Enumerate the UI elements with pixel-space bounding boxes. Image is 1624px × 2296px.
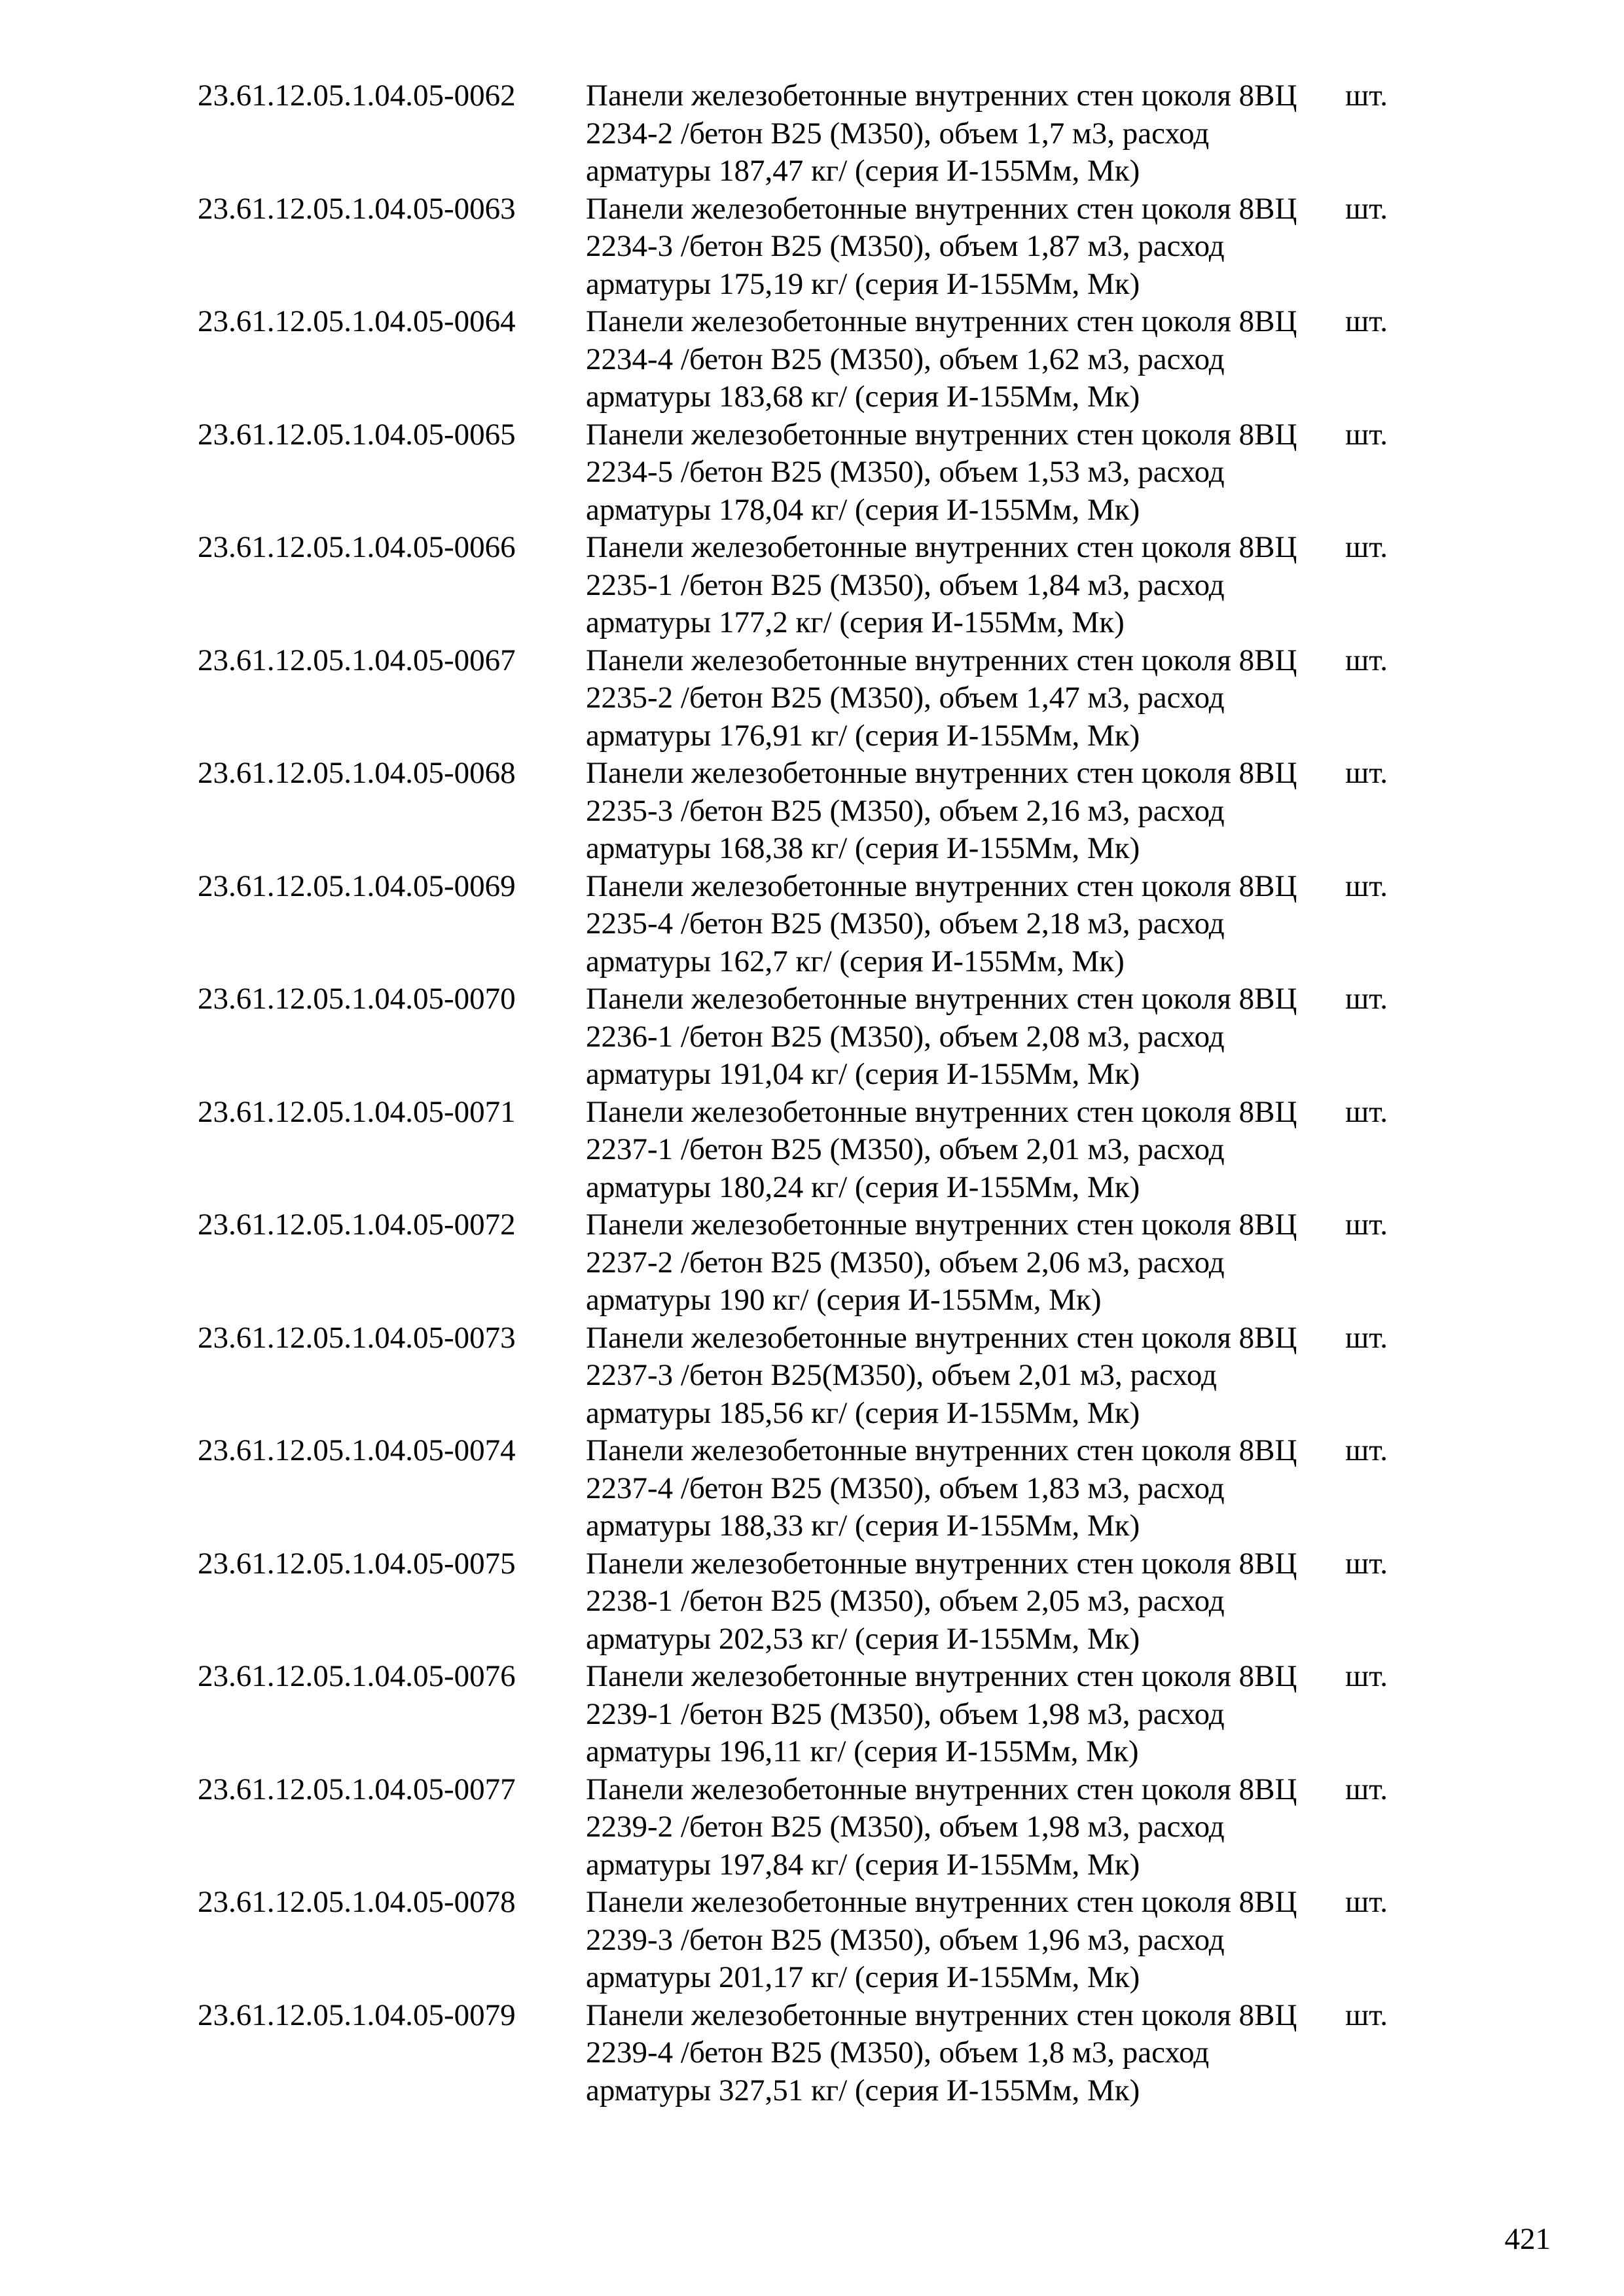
item-code: 23.61.12.05.1.04.05-0065 <box>198 417 516 452</box>
item-unit: шт. <box>1345 1885 1388 1919</box>
item-description: Панели железобетонные внутренних стен цоколя 8ВЦ 2239-1 /бетон В25 (М350), объем 1,98 м3, расход арматуры 196,11 кг/ (серия И-155Мм, Мк) <box>586 1659 1297 1768</box>
item-unit: шт. <box>1345 982 1388 1016</box>
item-code: 23.61.12.05.1.04.05-0076 <box>198 1659 516 1693</box>
item-description: Панели железобетонные внутренних стен цоколя 8ВЦ 2235-3 /бетон В25 (М350), объем 2,16 м3, расход арматуры 168,38 кг/ (серия И-155Мм, Мк) <box>586 756 1297 865</box>
table-row <box>198 1319 1441 1433</box>
item-description: Панели железобетонные внутренних стен цоколя 8ВЦ 2239-3 /бетон В25 (М350), объем 1,96 м3, расход арматуры 201,17 кг/ (серия И-155Мм, Мк) <box>586 1885 1297 1994</box>
item-unit: шт. <box>1345 1998 1388 2032</box>
item-description: Панели железобетонные внутренних стен цоколя 8ВЦ 2237-4 /бетон В25 (М350), объем 1,83 м3, расход арматуры 188,33 кг/ (серия И-155Мм, Мк) <box>586 1433 1297 1543</box>
item-description: Панели железобетонные внутренних стен цоколя 8ВЦ 2237-3 /бетон В25(М350), объем 2,01 м3, расход арматуры 185,56 кг/ (серия И-155Мм, Мк) <box>586 1320 1297 1430</box>
item-description: Панели железобетонные внутренних стен цоколя 8ВЦ 2234-2 /бетон В25 (М350), объем 1,7 м3, расход арматуры 187,47 кг/ (серия И-155Мм, Мк) <box>586 79 1297 188</box>
table-row <box>198 1658 1441 1771</box>
table-row <box>198 416 1441 529</box>
item-unit: шт. <box>1345 1433 1388 1467</box>
table-row <box>198 1094 1441 1207</box>
item-unit: шт. <box>1345 1772 1388 1806</box>
table-row <box>198 529 1441 642</box>
item-code: 23.61.12.05.1.04.05-0073 <box>198 1320 516 1355</box>
table-row <box>198 1545 1441 1659</box>
item-description: Панели железобетонные внутренних стен цоколя 8ВЦ 2237-2 /бетон В25 (М350), объем 2,06 м3, расход арматуры 190 кг/ (серия И-155Мм, Мк) <box>586 1208 1297 1317</box>
price-list-table <box>198 77 1441 2109</box>
item-description: Панели железобетонные внутренних стен цоколя 8ВЦ 2235-1 /бетон В25 (М350), объем 1,84 м3, расход арматуры 177,2 кг/ (серия И-155Мм, Мк) <box>586 530 1297 639</box>
table-row <box>198 1432 1441 1545</box>
item-description: Панели железобетонные внутренних стен цоколя 8ВЦ 2235-2 /бетон В25 (М350), объем 1,47 м3, расход арматуры 176,91 кг/ (серия И-155Мм, Мк) <box>586 643 1297 753</box>
item-unit: шт. <box>1345 869 1388 903</box>
item-description: Панели железобетонные внутренних стен цоколя 8ВЦ 2236-1 /бетон В25 (М350), объем 2,08 м3, расход арматуры 191,04 кг/ (серия И-155Мм, Мк) <box>586 982 1297 1091</box>
item-code: 23.61.12.05.1.04.05-0077 <box>198 1772 516 1806</box>
table-row <box>198 980 1441 1094</box>
item-code: 23.61.12.05.1.04.05-0066 <box>198 530 516 564</box>
item-code: 23.61.12.05.1.04.05-0062 <box>198 79 516 113</box>
table-row <box>198 77 1441 190</box>
table-row <box>198 1997 1441 2110</box>
item-description: Панели железобетонные внутренних стен цоколя 8ВЦ 2238-1 /бетон В25 (М350), объем 2,05 м3, расход арматуры 202,53 кг/ (серия И-155Мм, Мк) <box>586 1546 1297 1656</box>
item-unit: шт. <box>1345 304 1388 338</box>
item-code: 23.61.12.05.1.04.05-0068 <box>198 756 516 790</box>
item-unit: шт. <box>1345 191 1388 226</box>
item-unit: шт. <box>1345 643 1388 677</box>
item-code: 23.61.12.05.1.04.05-0064 <box>198 304 516 338</box>
item-code: 23.61.12.05.1.04.05-0075 <box>198 1546 516 1581</box>
item-unit: шт. <box>1345 79 1388 113</box>
table-row <box>198 868 1441 981</box>
item-code: 23.61.12.05.1.04.05-0070 <box>198 982 516 1016</box>
item-description: Панели железобетонные внутренних стен цоколя 8ВЦ 2234-5 /бетон В25 (М350), объем 1,53 м3, расход арматуры 178,04 кг/ (серия И-155Мм, Мк) <box>586 417 1297 527</box>
table-row <box>198 642 1441 755</box>
item-code: 23.61.12.05.1.04.05-0063 <box>198 191 516 226</box>
item-code: 23.61.12.05.1.04.05-0074 <box>198 1433 516 1467</box>
item-description: Панели железобетонные внутренних стен цоколя 8ВЦ 2239-2 /бетон В25 (М350), объем 1,98 м3, расход арматуры 197,84 кг/ (серия И-155Мм, Мк) <box>586 1772 1297 1882</box>
item-unit: шт. <box>1345 1659 1388 1693</box>
item-unit: шт. <box>1345 756 1388 790</box>
item-unit: шт. <box>1345 1094 1388 1129</box>
item-unit: шт. <box>1345 1208 1388 1242</box>
table-row <box>198 190 1441 304</box>
item-code: 23.61.12.05.1.04.05-0067 <box>198 643 516 677</box>
item-code: 23.61.12.05.1.04.05-0079 <box>198 1998 516 2032</box>
table-row <box>198 1771 1441 1884</box>
table-row <box>198 303 1441 416</box>
table-row <box>198 1884 1441 1997</box>
item-description: Панели железобетонные внутренних стен цоколя 8ВЦ 2235-4 /бетон В25 (М350), объем 2,18 м3, расход арматуры 162,7 кг/ (серия И-155Мм, Мк) <box>586 869 1297 978</box>
item-unit: шт. <box>1345 417 1388 452</box>
table-row <box>198 1206 1441 1319</box>
table-row <box>198 755 1441 868</box>
item-code: 23.61.12.05.1.04.05-0078 <box>198 1885 516 1919</box>
item-description: Панели железобетонные внутренних стен цоколя 8ВЦ 2234-3 /бетон В25 (М350), объем 1,87 м3, расход арматуры 175,19 кг/ (серия И-155Мм, Мк) <box>586 191 1297 301</box>
item-code: 23.61.12.05.1.04.05-0069 <box>198 869 516 903</box>
item-description: Панели железобетонные внутренних стен цоколя 8ВЦ 2237-1 /бетон В25 (М350), объем 2,01 м3, расход арматуры 180,24 кг/ (серия И-155Мм, Мк) <box>586 1094 1297 1204</box>
item-code: 23.61.12.05.1.04.05-0071 <box>198 1094 516 1129</box>
item-unit: шт. <box>1345 1320 1388 1355</box>
item-unit: шт. <box>1345 1546 1388 1581</box>
item-unit: шт. <box>1345 530 1388 564</box>
item-code: 23.61.12.05.1.04.05-0072 <box>198 1208 516 1242</box>
item-description: Панели железобетонные внутренних стен цоколя 8ВЦ 2234-4 /бетон В25 (М350), объем 1,62 м3, расход арматуры 183,68 кг/ (серия И-155Мм, Мк) <box>586 304 1297 414</box>
item-description: Панели железобетонные внутренних стен цоколя 8ВЦ 2239-4 /бетон В25 (М350), объем 1,8 м3, расход арматуры 327,51 кг/ (серия И-155Мм, Мк) <box>586 1998 1297 2108</box>
page-number: 421 <box>1504 2222 1551 2256</box>
